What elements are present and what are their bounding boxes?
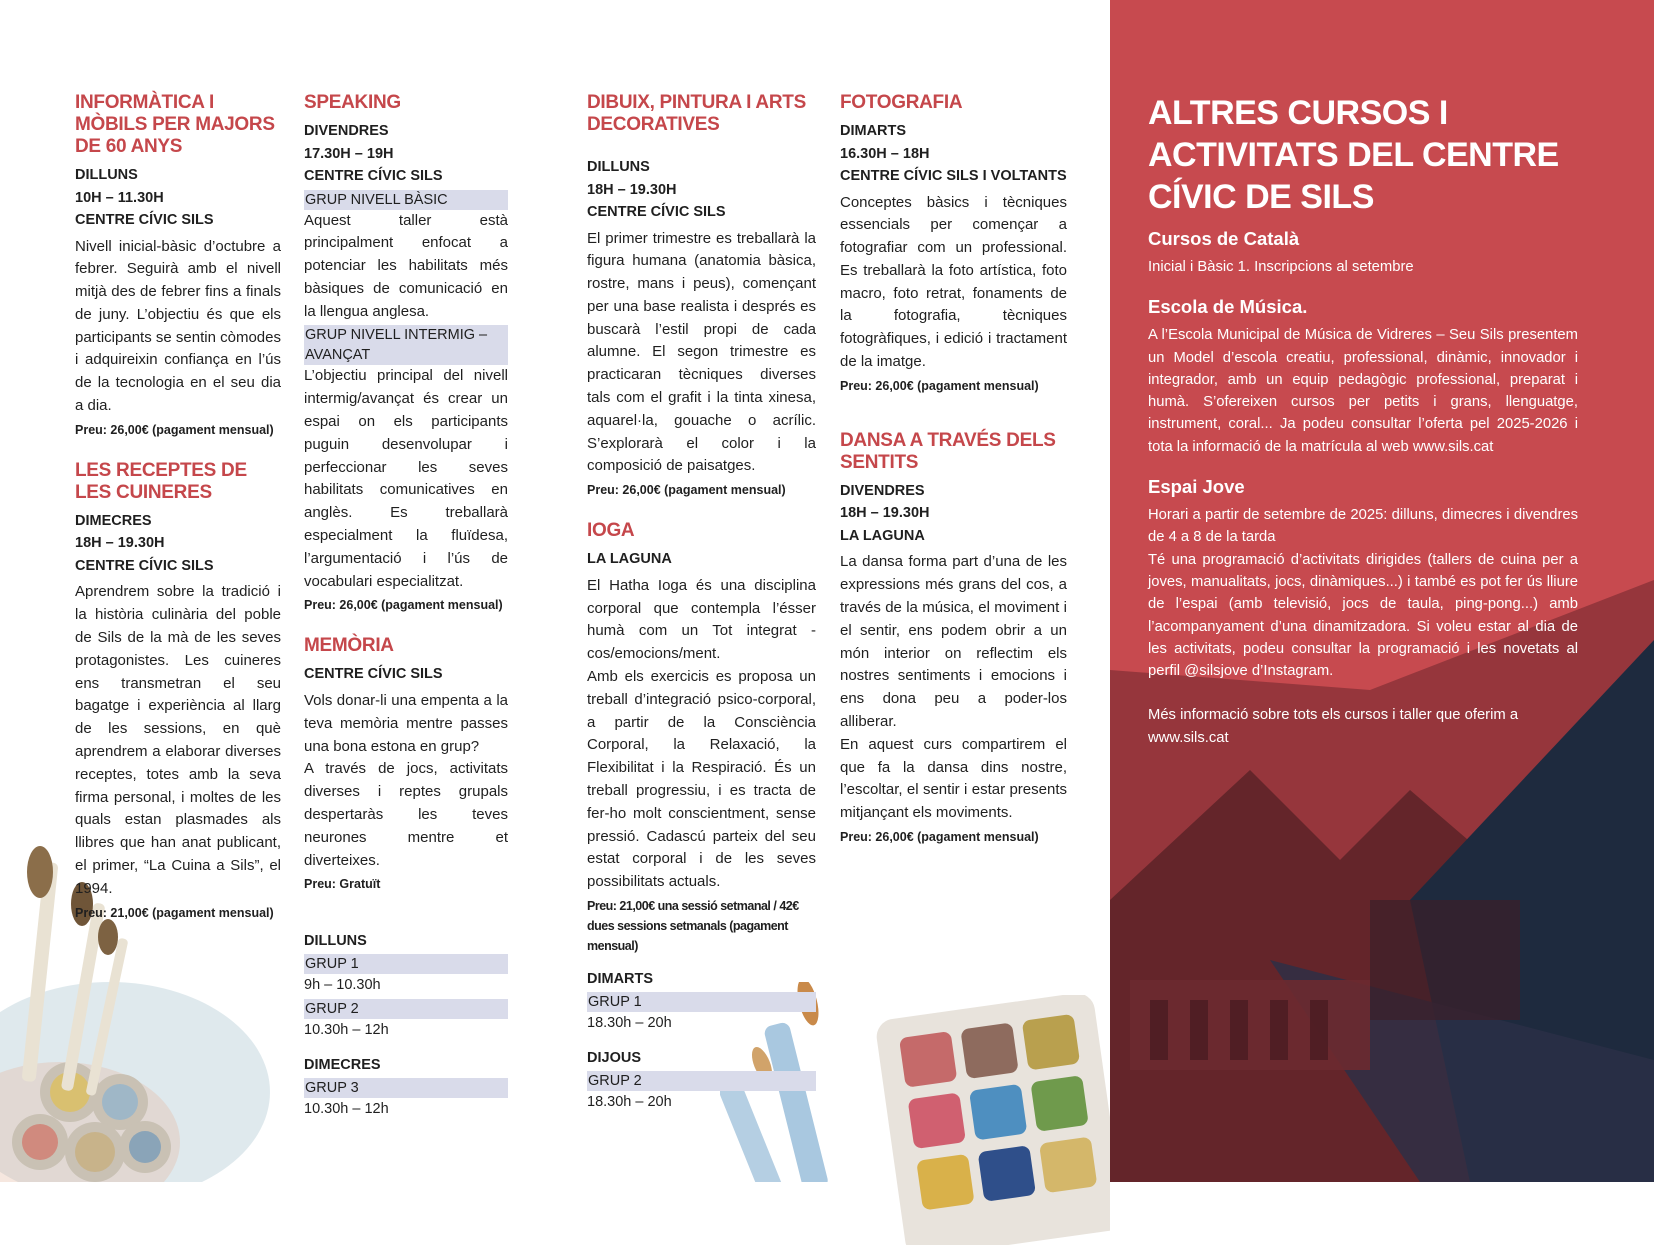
course-day: DIVENDRES	[304, 123, 389, 139]
section-heading-musica: Escola de Música.	[1148, 296, 1308, 318]
section-heading-catala: Cursos de Català	[1148, 228, 1300, 249]
course-title: IOGA	[587, 520, 635, 542]
course-description: Amb els exercicis es proposa un treball d’integració psico-corporal, a partir de la Consciència Corporal, la Relaxació, la Flexibilitat i la Respiració. És un treball progressiu, i es tracta de fer-ho molt conscientment, sense pressió. Cadascú parteix del seu estat corporal i de les seves possibilitats actuals.	[587, 667, 816, 891]
course-description: El primer trimestre es treballarà la figura humana (anatomia bàsica, rostre, mans i peus), començant per una base realista i després es buscarà l’estil propi de cada alumne. El segon trimestre es practicaran tècniques diverses tals com el grafit i la tinta xinesa, aquarel·la, gouache o acrílic. S’explorarà el color i la composició de paisatges.	[587, 229, 816, 475]
course-day: DILLUNS	[75, 167, 138, 183]
course-price: Preu: 26,00€ (pagament mensual)	[840, 378, 1039, 393]
course-time: 18H – 19.30H	[840, 505, 930, 522]
course-speaking	[304, 92, 508, 615]
column-3	[587, 92, 816, 1134]
course-price: Preu: 26,00€ (pagament mensual)	[75, 422, 274, 437]
course-time: 10H – 11.30H	[75, 189, 164, 206]
panel-title: ALTRES CURSOS I ACTIVITATS DEL CENTRE CÍVIC DE SILS	[1148, 94, 1559, 216]
course-price: Preu: 26,00€ (pagament mensual)	[304, 598, 503, 613]
watercolor-paint-box-illustration	[850, 995, 1110, 1245]
course-dansa	[840, 430, 1067, 847]
course-description: Aprendrem sobre la tradició i la història culinària del poble de Sils de la mà de les seves protagonistes. Les cuineres ens transmetran el seu bagatge i experiència al llarg de les sessions, en què aprendrem a elaborar diverses receptes, totes amb la seva firma personal, i moltes de les quals estan plasmades als llibres que han anat publicant, el primer, “La Cuina a Sils”, el 1994.	[75, 583, 281, 897]
course-title: INFORMÀTICA I MÒBILS PER MAJORS DE 60 ANYS	[75, 92, 275, 157]
course-place: CENTRE CÍVIC SILS	[75, 212, 214, 228]
course-time: 17.30H – 19H	[304, 145, 394, 162]
group-time: 10.30h – 12h	[304, 1101, 389, 1118]
course-price: Preu: 26,00€ (pagament mensual)	[840, 829, 1039, 844]
course-description: Conceptes bàsics i tècniques essencials per començar a fotografiar com un professional. Es treballarà la foto artística, foto macro, foto retrat, fonaments de la fotografia, tècniques fotogràfiques, i edició i tractament de la imatge.	[840, 193, 1067, 371]
group-label: GRUP NIVELL BÀSIC	[304, 190, 508, 210]
section-heading-espai-jove: Espai Jove	[1148, 476, 1245, 498]
course-place: CENTRE CÍVIC SILS	[304, 666, 443, 683]
group-label: GRUP 1	[304, 954, 508, 974]
group-label: GRUP 2	[304, 999, 508, 1019]
group-description: Aquest taller està principalment enfocat a potenciar les habilitats més bàsiques de comunicació en la llengua anglesa.	[304, 211, 508, 320]
group-label: GRUP 3	[304, 1078, 508, 1098]
course-fotografia	[840, 92, 1067, 396]
section-text-musica: A l’Escola Municipal de Música de Vidreres – Seu Sils presentem un Model d’escola creatiu, professional, dinàmic, innovador i integrador, amb un equip pedagògic professional, preparat i humà. S’ofereixen cursos per petits i grans, llenguatge, instrument, coral... Ja podeu consultar l’oferta pel 2025-2026 i tota la informació de la matrícula al web www.sils.cat	[1148, 327, 1578, 455]
group-label: GRUP NIVELL INTERMIG – AVANÇAT	[304, 325, 508, 365]
section-text-espai-jove: Té una programació d’activitats dirigides (tallers de cuina per a joves, manualitats, jocs, dinàmiques...) i també es pot fer ús lliure de l’espai (amb televisió, jocs de taula, ping-pong...) amb l’acompanyament d’una dinamitzadora. Si voleu estar al dia de les activitats, podeu consultar la programació i les novetats al perfil @silsjove d’Instagram.	[1148, 551, 1578, 680]
group-time: 9h – 10.30h	[304, 977, 381, 994]
course-day: DIVENDRES	[840, 482, 925, 499]
course-place: CENTRE CÍVIC SILS I VOLTANTS	[840, 168, 1067, 184]
group-time: 10.30h – 12h	[304, 1022, 389, 1039]
schedule-day: DIMARTS	[587, 970, 654, 987]
course-title: DIBUIX, PINTURA I ARTS DECORATIVES	[587, 92, 806, 135]
course-price: Preu: 21,00€ una sessió setmanal / 42€ dues sessions setmanals (pagament mensual)	[587, 898, 799, 953]
course-place: CENTRE CÍVIC SILS	[75, 557, 214, 574]
more-info-link[interactable]: Més informació sobre tots els cursos i taller que oferim a www.sils.cat	[1148, 707, 1519, 746]
course-description: A través de jocs, activitats diverses i reptes grupals despertaràs les teves neurones mentre et diverteixes.	[304, 760, 508, 869]
course-title: FOTOGRAFIA	[840, 92, 963, 113]
column-4	[840, 92, 1067, 867]
course-ioga	[587, 520, 816, 1114]
group-description: L’objectiu principal del nivell intermig/avançat és crear un espai on els participants puguin desenvolupar i perfeccionar les seves habilitats comunicatives en anglès. Es treballarà especialment la fluïdesa, l’argumentació i l’ús de vocabulari especialitzat.	[304, 367, 508, 590]
group-label: GRUP 1	[587, 992, 816, 1012]
course-description: El Hatha Ioga és una disciplina corporal que contempla l’ésser humà com un Tot integrat -cos/emocions/ment.	[587, 576, 816, 663]
course-price: Preu: 21,00€ (pagament mensual)	[75, 905, 274, 920]
schedule-day: DIMECRES	[304, 1057, 381, 1074]
group-time: 18.30h – 20h	[587, 1093, 672, 1110]
course-title: LES RECEPTES DE LES CUINERES	[75, 459, 247, 503]
course-day: DIMARTS	[840, 123, 907, 139]
course-place: LA LAGUNA	[587, 551, 672, 568]
course-dibuix	[587, 92, 816, 500]
course-day: DIMECRES	[75, 512, 152, 529]
course-description: En aquest curs compartirem el que fa la dansa dins nostre, l’escoltar, el sentir i estar presents mitjançant els moviments.	[840, 735, 1067, 822]
panel-content	[1148, 92, 1578, 764]
group-time: 18.30h – 20h	[587, 1014, 672, 1031]
course-title: DANSA A TRAVÉS DELS SENTITS	[840, 429, 1056, 473]
course-memoria	[304, 635, 508, 1121]
course-description: Vols donar-li una empenta a la teva memòria mentre passes una bona estona en grup?	[304, 691, 508, 755]
course-description: La dansa forma part d’una de les expressions més grans del cos, a través de la música, el moviment i el sentir, ens podem obrir a un món interior on reflectim els nostres sentiments i emocions i ens dona peu a poder-los alliberar.	[840, 553, 1067, 730]
course-description: Nivell inicial-bàsic d’octubre a febrer. Seguirà amb el nivell mitjà des de febrer fins a finals de juny. L’objectiu és que els participants se sentin còmodes i adquireixin confiança en l’ús de la tecnologia en el seu dia a dia.	[75, 237, 281, 415]
course-price: Preu: 26,00€ (pagament mensual)	[587, 483, 786, 498]
course-price: Preu: Gratuït	[304, 877, 381, 892]
section-text-espai-jove-hours: Horari a partir de setembre de 2025: dilluns, dimecres i divendres de 4 a 8 de la tarda	[1148, 507, 1578, 546]
column-2	[304, 92, 508, 1141]
course-place: CENTRE CÍVIC SILS	[587, 204, 726, 220]
course-time: 16.30H – 18H	[840, 145, 930, 162]
course-title: MEMÒRIA	[304, 635, 394, 657]
course-receptes	[75, 460, 281, 923]
course-place: CENTRE CÍVIC SILS	[304, 168, 443, 184]
course-title: SPEAKING	[304, 92, 401, 113]
schedule-day: DILLUNS	[304, 933, 367, 950]
course-place: LA LAGUNA	[840, 527, 925, 544]
course-time: 18H – 19.30H	[587, 181, 677, 198]
schedule-day: DIJOUS	[587, 1049, 641, 1066]
course-day: DILLUNS	[587, 159, 650, 175]
section-text-catala: Inicial i Bàsic 1. Inscripcions al setembre	[1148, 259, 1414, 275]
column-1	[75, 92, 281, 943]
course-time: 18H – 19.30H	[75, 535, 165, 552]
course-informatica	[75, 92, 281, 440]
group-label: GRUP 2	[587, 1071, 816, 1091]
